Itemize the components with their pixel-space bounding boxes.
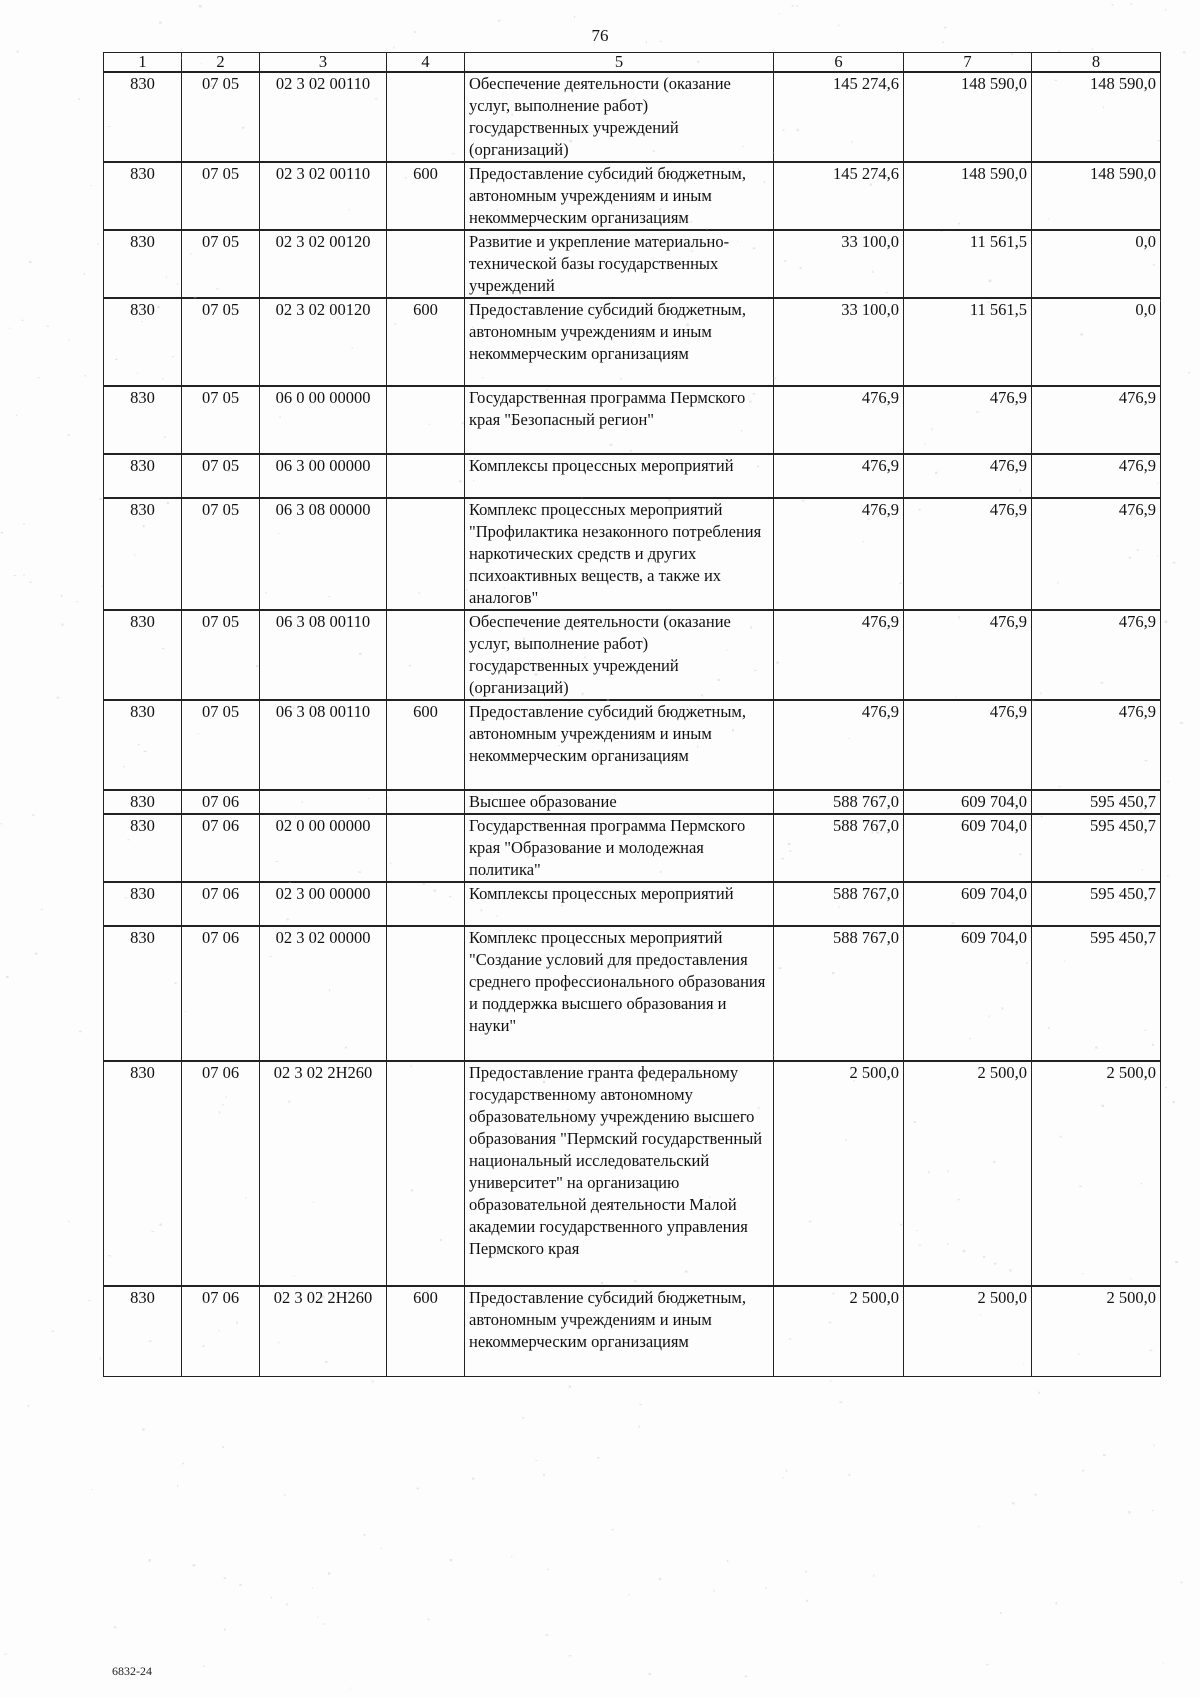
amount-2026-cell: 148 590,0 [1032,162,1161,230]
section-cell: 07 06 [182,882,260,926]
section-cell: 07 06 [182,926,260,1061]
kbk-code-cell: 830 [104,610,182,700]
target-article-cell: 06 3 00 00000 [260,454,387,498]
section-cell: 07 06 [182,1061,260,1286]
target-article-cell: 02 3 02 00120 [260,298,387,386]
amount-2024-cell: 145 274,6 [774,72,904,162]
scan-speck [639,1404,642,1405]
scan-speck [37,377,40,378]
amount-2025-cell: 11 561,5 [904,230,1032,298]
scan-speck [978,1526,979,1528]
description-cell: Комплексы процессных мероприятий [465,882,774,926]
description-cell: Высшее образование [465,790,774,814]
scan-speck [796,5,797,7]
scan-speck [6,976,9,978]
section-cell: 07 05 [182,700,260,790]
scan-speck [1167,876,1169,877]
scan-speck [1173,1101,1175,1103]
scan-speck [23,575,24,577]
document-code: 6832-24 [112,1664,152,1678]
description-cell: Предоставление субсидий бюджетным, автономным учреждениям и иным некоммерческим организациям [465,1286,774,1376]
scan-speck [1165,9,1166,11]
column-header: 5 [465,53,774,73]
expense-type-cell: 600 [387,298,465,386]
target-article-cell: 02 3 02 2Н260 [260,1061,387,1286]
section-cell: 07 05 [182,298,260,386]
scan-speck [21,320,23,321]
expense-type-cell: 600 [387,162,465,230]
section-cell: 07 05 [182,162,260,230]
kbk-code-cell: 830 [104,386,182,454]
table-row [104,162,1161,230]
kbk-code-cell: 830 [104,1286,182,1376]
amount-2026-cell: 0,0 [1032,298,1161,386]
amount-2024-cell: 476,9 [774,454,904,498]
kbk-code-cell: 830 [104,1061,182,1286]
scan-speck [372,1381,374,1383]
column-header: 1 [104,53,182,73]
section-cell: 07 05 [182,498,260,610]
scan-speck [76,601,78,602]
scan-speck [649,1673,651,1675]
scan-speck [543,1474,545,1476]
scan-speck [271,1597,273,1599]
scan-speck [639,1426,641,1428]
scan-speck [547,1569,549,1570]
scan-speck [1163,1662,1165,1663]
scan-speck [1165,1087,1167,1089]
amount-2024-cell: 476,9 [774,610,904,700]
scan-speck [41,909,43,910]
amount-2024-cell: 588 767,0 [774,882,904,926]
scan-speck [363,1534,365,1536]
scan-speck [16,415,17,417]
scan-speck [779,13,780,14]
scan-speck [569,1655,572,1656]
scan-speck [239,1584,241,1586]
target-article-cell: 06 3 08 00000 [260,498,387,610]
expense-type-cell [387,1061,465,1286]
kbk-code-cell: 830 [104,814,182,882]
scan-speck [100,1358,102,1360]
scan-speck [46,326,49,327]
scan-speck [14,575,16,576]
amount-2026-cell: 148 590,0 [1032,72,1161,162]
scan-speck [1034,1494,1036,1496]
kbk-code-cell: 830 [104,72,182,162]
target-article-cell: 02 3 00 00000 [260,882,387,926]
scan-speck [714,1590,715,1592]
section-cell: 07 05 [182,230,260,298]
column-header: 4 [387,53,465,73]
amount-2026-cell: 595 450,7 [1032,926,1161,1061]
target-article-cell: 06 3 08 00110 [260,700,387,790]
scan-speck [68,434,70,436]
scan-speck [1183,52,1186,54]
expense-type-cell [387,498,465,610]
target-article-cell: 06 0 00 00000 [260,386,387,454]
kbk-code-cell: 830 [104,498,182,610]
amount-2026-cell: 476,9 [1032,454,1161,498]
scan-speck [312,1588,313,1589]
amount-2025-cell: 476,9 [904,700,1032,790]
amount-2025-cell: 609 704,0 [904,926,1032,1061]
scan-speck [142,1428,145,1430]
target-article-cell: 02 3 02 00120 [260,230,387,298]
scan-speck [68,339,69,340]
amount-2026-cell: 476,9 [1032,700,1161,790]
description-cell: Комплекс процессных мероприятий "Профилактика незаконного потребления наркотических средств и других психоактивных веществ, а также их аналогов" [465,498,774,610]
scan-speck [149,1559,151,1562]
amount-2026-cell: 2 500,0 [1032,1061,1161,1286]
description-cell: Комплекс процессных мероприятий "Создание условий для предоставления среднего профессионального образования и поддержка высшего образования и науки" [465,926,774,1061]
scan-speck [193,1564,196,1566]
scan-speck [1180,1581,1182,1583]
table-row [104,882,1161,926]
scan-speck [79,1031,82,1033]
scan-speck [350,1688,351,1689]
column-header: 3 [260,53,387,73]
amount-2026-cell: 595 450,7 [1032,882,1161,926]
section-cell: 07 05 [182,72,260,162]
scan-speck [1128,1511,1130,1513]
scan-speck [659,1578,662,1581]
amount-2026-cell: 476,9 [1032,386,1161,454]
table-row [104,1286,1161,1376]
scan-speck [806,1600,808,1602]
scan-speck [574,16,575,18]
scan-speck [328,1572,330,1575]
scan-speck [224,1628,226,1630]
amount-2025-cell: 476,9 [904,454,1032,498]
amount-2025-cell: 476,9 [904,386,1032,454]
amount-2025-cell: 2 500,0 [904,1061,1032,1286]
scan-speck [177,1485,178,1487]
amount-2024-cell: 33 100,0 [774,298,904,386]
scan-speck [1055,1602,1057,1604]
scan-speck [806,1571,807,1573]
expense-type-cell [387,814,465,882]
scan-speck [28,1405,30,1407]
header-row [104,53,1161,73]
amount-2024-cell: 476,9 [774,700,904,790]
amount-2024-cell: 588 767,0 [774,790,904,814]
scan-speck [97,243,98,245]
scan-speck [511,1556,512,1557]
amount-2026-cell: 476,9 [1032,610,1161,700]
scan-speck [1152,1510,1154,1511]
expense-type-cell [387,454,465,498]
table-row [104,72,1161,162]
scan-speck [522,1417,524,1419]
amount-2025-cell: 11 561,5 [904,298,1032,386]
scan-speck [839,1401,842,1402]
column-header: 7 [904,53,1032,73]
target-article-cell: 02 0 00 00000 [260,814,387,882]
column-header: 6 [774,53,904,73]
scan-speck [0,823,2,824]
scan-speck [611,1529,614,1530]
expense-type-cell [387,790,465,814]
kbk-code-cell: 830 [104,298,182,386]
scan-speck [1173,562,1176,564]
target-article-cell [260,790,387,814]
scan-speck [1012,1502,1015,1504]
scan-speck [1154,1444,1155,1446]
scan-speck [159,22,162,24]
table-row [104,926,1161,1061]
scan-speck [783,1477,784,1478]
amount-2026-cell: 0,0 [1032,230,1161,298]
table-body [104,72,1161,1376]
expense-type-cell [387,882,465,926]
scan-speck [1175,1261,1178,1263]
amount-2025-cell: 609 704,0 [904,790,1032,814]
column-header: 8 [1032,53,1161,73]
description-cell: Предоставление субсидий бюджетным, автономным учреждениям и иным некоммерческим организациям [465,700,774,790]
table-row [104,700,1161,790]
table-row [104,814,1161,882]
scan-speck [1038,1392,1040,1394]
section-cell: 07 06 [182,1286,260,1376]
scan-speck [284,1494,286,1495]
page-number: 76 [591,26,609,45]
scan-speck [84,273,85,275]
scan-speck [1180,722,1183,724]
target-article-cell: 02 3 02 00110 [260,72,387,162]
kbk-code-cell: 830 [104,454,182,498]
expense-type-cell [387,72,465,162]
scan-speck [85,375,86,377]
amount-2024-cell: 476,9 [774,386,904,454]
amount-2025-cell: 476,9 [904,610,1032,700]
scan-speck [32,815,35,816]
description-cell: Государственная программа Пермского края "Безопасный регион" [465,386,774,454]
scan-speck [745,1676,748,1678]
scan-speck [1188,372,1190,374]
amount-2024-cell: 476,9 [774,498,904,610]
scan-speck [29,261,31,263]
section-cell: 07 05 [182,386,260,454]
table-row [104,610,1161,700]
scan-speck [224,1577,226,1579]
expense-type-cell [387,386,465,454]
scan-speck [23,524,25,525]
amount-2025-cell: 609 704,0 [904,882,1032,926]
section-cell: 07 06 [182,790,260,814]
scan-speck [381,1548,382,1549]
scan-speck [203,1666,205,1667]
scan-speck [498,20,500,22]
description-cell: Обеспечение деятельности (оказание услуг, выполнение работ) государственных учреждений (организаций) [465,72,774,162]
scan-speck [57,697,59,699]
amount-2024-cell: 2 500,0 [774,1061,904,1286]
amount-2025-cell: 2 500,0 [904,1286,1032,1376]
table-row [104,230,1161,298]
scan-speck [68,1221,69,1223]
scan-speck [450,1559,453,1561]
kbk-code-cell: 830 [104,882,182,926]
target-article-cell: 02 3 02 2Н260 [260,1286,387,1376]
table-row [104,790,1161,814]
scan-speck [546,1634,549,1636]
scan-speck [1165,621,1167,623]
amount-2026-cell: 595 450,7 [1032,814,1161,882]
expense-type-cell: 600 [387,700,465,790]
description-cell: Государственная программа Пермского края "Образование и молодежная политика" [465,814,774,882]
scan-speck [79,98,81,100]
description-cell: Развитие и укрепление материально-технической базы государственных учреждений [465,230,774,298]
scan-speck [986,1664,989,1665]
amount-2024-cell: 2 500,0 [774,1286,904,1376]
column-header: 2 [182,53,260,73]
target-article-cell: 02 3 02 00000 [260,926,387,1061]
section-cell: 07 05 [182,454,260,498]
scan-speck [9,328,10,329]
description-cell: Предоставление субсидий бюджетным, автономным учреждениям и иным некоммерческим организациям [465,162,774,230]
scan-speck [1000,1612,1002,1614]
scan-speck [569,1386,571,1388]
description-cell: Комплексы процессных мероприятий [465,454,774,498]
section-cell: 07 05 [182,610,260,700]
amount-2024-cell: 588 767,0 [774,926,904,1061]
scan-speck [324,1623,326,1624]
kbk-code-cell: 830 [104,926,182,1061]
table-row [104,1061,1161,1286]
scan-speck [1112,4,1114,6]
expense-type-cell: 600 [387,1286,465,1376]
scan-speck [417,1488,420,1489]
amount-2024-cell: 145 274,6 [774,162,904,230]
amount-2024-cell: 33 100,0 [774,230,904,298]
scan-speck [393,47,394,49]
description-cell: Обеспечение деятельности (оказание услуг, выполнение работ) государственных учреждений (организаций) [465,610,774,700]
target-article-cell: 02 3 02 00110 [260,162,387,230]
kbk-code-cell: 830 [104,700,182,790]
kbk-code-cell: 830 [104,790,182,814]
scan-speck [62,624,64,627]
amount-2025-cell: 148 590,0 [904,162,1032,230]
scan-speck [1131,3,1133,5]
scan-speck [472,1478,475,1480]
kbk-code-cell: 830 [104,230,182,298]
target-article-cell: 06 3 08 00110 [260,610,387,700]
amount-2024-cell: 588 767,0 [774,814,904,882]
scan-speck [1168,781,1169,783]
amount-2025-cell: 476,9 [904,498,1032,610]
scan-speck [199,5,202,8]
description-cell: Предоставление гранта федеральному государственному автономному образовательному учреждению высшего образования "Пермский государственный национальный исследовательский университет" на организацию образовательной деятельности Малой академии государственного управления Пермского края [465,1061,774,1286]
expense-type-cell [387,230,465,298]
scan-speck [535,1460,537,1461]
amount-2026-cell: 476,9 [1032,498,1161,610]
kbk-code-cell: 830 [104,162,182,230]
scan-speck [830,1380,831,1382]
scan-speck [286,1603,288,1605]
scan-speck [92,1489,93,1490]
scan-speck [873,1575,874,1577]
scan-speck [1,532,3,534]
section-cell: 07 06 [182,814,260,882]
scan-speck [91,185,92,186]
scan-speck [35,953,37,955]
scan-speck [1092,49,1094,50]
scan-speck [628,1594,629,1596]
scan-speck [1082,1470,1084,1472]
scan-speck [114,1626,117,1628]
budget-table [103,52,1161,1377]
scan-speck [727,1560,728,1562]
scan-speck [597,1457,600,1459]
expense-type-cell [387,926,465,1061]
amount-2026-cell: 2 500,0 [1032,1286,1161,1376]
scan-speck [222,1446,224,1448]
scan-speck [1103,1454,1106,1456]
scan-speck [61,595,63,598]
table-row [104,386,1161,454]
scan-speck [17,50,19,52]
amount-2026-cell: 595 450,7 [1032,790,1161,814]
scan-speck [99,498,102,500]
amount-2025-cell: 609 704,0 [904,814,1032,882]
table-row [104,498,1161,610]
scan-speck [88,1300,90,1301]
scan-speck [786,1470,788,1472]
scan-speck [29,582,31,584]
table-row [104,298,1161,386]
scan-speck [428,1618,430,1620]
scan-speck [182,1463,184,1465]
table-row [104,454,1161,498]
scan-speck [792,5,794,7]
amount-2025-cell: 148 590,0 [904,72,1032,162]
scan-speck [766,1587,767,1589]
scan-speck [51,1331,54,1332]
scan-speck [4,1654,6,1655]
expense-type-cell [387,610,465,700]
description-cell: Предоставление субсидий бюджетным, автономным учреждениям и иным некоммерческим организациям [465,298,774,386]
scan-speck [849,1474,851,1476]
scan-speck [317,1616,318,1618]
